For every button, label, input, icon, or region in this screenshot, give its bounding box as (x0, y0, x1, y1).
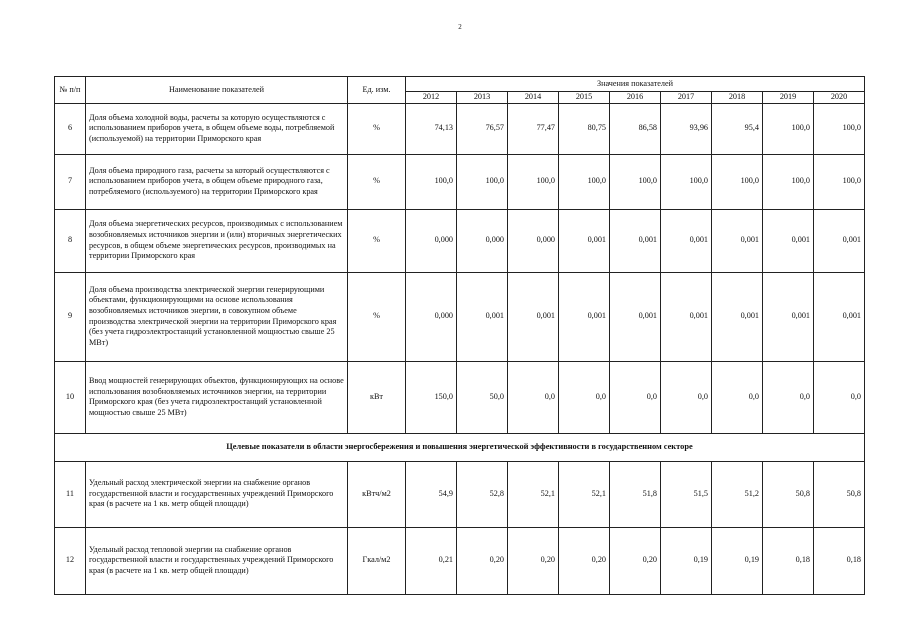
year-header: 2019 (763, 92, 814, 104)
indicator-name: Доля объема природного газа, расчеты за который осуществляются с использованием приборов учета, в общем объеме природного газа, потребляемого (используемого) на территории Приморского края (86, 154, 348, 209)
value-cell: 100,0 (763, 154, 814, 209)
unit-cell: % (348, 209, 406, 272)
row-number: 10 (55, 361, 86, 433)
value-cell: 0,19 (712, 527, 763, 594)
value-cell: 100,0 (712, 154, 763, 209)
header-values: Значения показателей (406, 77, 865, 92)
value-cell: 0,0 (712, 361, 763, 433)
value-cell: 100,0 (406, 154, 457, 209)
unit-cell: % (348, 272, 406, 361)
value-cell: 76,57 (457, 103, 508, 154)
value-cell: 0,20 (610, 527, 661, 594)
value-cell: 0,000 (406, 209, 457, 272)
year-header: 2014 (508, 92, 559, 104)
table-body (55, 77, 865, 595)
value-cell: 100,0 (763, 103, 814, 154)
value-cell: 100,0 (814, 103, 865, 154)
year-header: 2017 (661, 92, 712, 104)
value-cell: 0,001 (814, 272, 865, 361)
value-cell: 52,1 (559, 461, 610, 527)
value-cell: 100,0 (508, 154, 559, 209)
header-unit: Ед. изм. (348, 77, 406, 104)
indicator-name: Доля объема производства электрической энергии генерирующими объектами, функционирующими на основе использования возобновляемых источников энергии, в совокупном объеме производства электрической энергии на территории Приморского края (без учета гидроэлектростанций установленной мощностью свыше 25 МВт) (86, 272, 348, 361)
value-cell: 50,8 (814, 461, 865, 527)
year-header: 2016 (610, 92, 661, 104)
value-cell: 50,8 (763, 461, 814, 527)
page-number: 2 (458, 23, 462, 31)
value-cell: 0,001 (559, 209, 610, 272)
table-row (55, 154, 865, 209)
value-cell: 0,19 (661, 527, 712, 594)
value-cell: 0,18 (814, 527, 865, 594)
value-cell: 0,0 (610, 361, 661, 433)
value-cell: 100,0 (559, 154, 610, 209)
table-row (55, 272, 865, 361)
table-row (55, 361, 865, 433)
value-cell: 54,9 (406, 461, 457, 527)
unit-cell: кВтч/м2 (348, 461, 406, 527)
value-cell: 100,0 (610, 154, 661, 209)
value-cell: 0,21 (406, 527, 457, 594)
value-cell: 95,4 (712, 103, 763, 154)
value-cell: 0,001 (763, 209, 814, 272)
value-cell: 0,001 (508, 272, 559, 361)
value-cell: 0,000 (508, 209, 559, 272)
row-number: 7 (55, 154, 86, 209)
year-header: 2013 (457, 92, 508, 104)
value-cell: 50,0 (457, 361, 508, 433)
year-header: 2020 (814, 92, 865, 104)
value-cell: 0,001 (712, 272, 763, 361)
row-number: 12 (55, 527, 86, 594)
header-name: Наименование показателей (86, 77, 348, 104)
value-cell: 0,001 (610, 209, 661, 272)
row-number: 11 (55, 461, 86, 527)
value-cell: 0,001 (661, 209, 712, 272)
year-header: 2015 (559, 92, 610, 104)
row-number: 9 (55, 272, 86, 361)
indicator-name: Доля объема холодной воды, расчеты за которую осуществляются с использованием приборов учета, в общем объеме воды, потребляемой (используемой) на территории Приморского края (86, 103, 348, 154)
unit-cell: % (348, 103, 406, 154)
value-cell: 0,0 (559, 361, 610, 433)
table-row (55, 527, 865, 594)
value-cell: 52,1 (508, 461, 559, 527)
indicator-name: Удельный расход электрической энергии на снабжение органов государственной власти и государственных учреждений Приморского края (в расчете на 1 кв. метр общей площади) (86, 461, 348, 527)
table-row (55, 461, 865, 527)
table-row (55, 103, 865, 154)
value-cell: 150,0 (406, 361, 457, 433)
value-cell: 0,0 (814, 361, 865, 433)
indicator-name: Ввод мощностей генерирующих объектов, функционирующих на основе использования возобновляемых источников энергии, на территории Приморского края (без учета гидроэлектростанций установленной мощностью свыше 25 МВт) (86, 361, 348, 433)
value-cell: 0,20 (457, 527, 508, 594)
unit-cell: % (348, 154, 406, 209)
value-cell: 52,8 (457, 461, 508, 527)
value-cell: 74,13 (406, 103, 457, 154)
value-cell: 100,0 (814, 154, 865, 209)
value-cell: 0,001 (814, 209, 865, 272)
value-cell: 51,2 (712, 461, 763, 527)
value-cell: 51,5 (661, 461, 712, 527)
value-cell: 0,001 (610, 272, 661, 361)
value-cell: 0,18 (763, 527, 814, 594)
value-cell: 77,47 (508, 103, 559, 154)
row-number: 8 (55, 209, 86, 272)
value-cell: 93,96 (661, 103, 712, 154)
year-header: 2012 (406, 92, 457, 104)
value-cell: 0,001 (712, 209, 763, 272)
table-row (55, 209, 865, 272)
value-cell: 86,58 (610, 103, 661, 154)
value-cell: 100,0 (661, 154, 712, 209)
value-cell: 100,0 (457, 154, 508, 209)
value-cell: 80,75 (559, 103, 610, 154)
section-row (55, 433, 865, 461)
value-cell: 0,0 (763, 361, 814, 433)
value-cell: 0,000 (406, 272, 457, 361)
value-cell: 0,0 (508, 361, 559, 433)
row-number: 6 (55, 103, 86, 154)
value-cell: 0,20 (559, 527, 610, 594)
indicator-name: Удельный расход тепловой энергии на снабжение органов государственной власти и государственных учреждений Приморского края (в расчете на 1 кв. метр общей площади) (86, 527, 348, 594)
value-cell: 0,000 (457, 209, 508, 272)
indicators-table (54, 76, 865, 595)
value-cell: 0,001 (661, 272, 712, 361)
unit-cell: кВт (348, 361, 406, 433)
header-num: № п/п (55, 77, 86, 104)
section-title: Целевые показатели в области энергосбережения и повышения энергетической эффективности в государственном секторе (55, 433, 865, 461)
header-row (55, 77, 865, 92)
value-cell: 0,20 (508, 527, 559, 594)
year-header: 2018 (712, 92, 763, 104)
value-cell: 51,8 (610, 461, 661, 527)
indicator-name: Доля объема энергетических ресурсов, производимых с использованием возобновляемых источников энергии и (или) вторичных энергетических ресурсов, в общем объеме энергетических ресурсов, производимых на территории Приморского края (86, 209, 348, 272)
value-cell: 0,0 (661, 361, 712, 433)
value-cell: 0,001 (559, 272, 610, 361)
value-cell: 0,001 (457, 272, 508, 361)
unit-cell: Гкал/м2 (348, 527, 406, 594)
value-cell: 0,001 (763, 272, 814, 361)
